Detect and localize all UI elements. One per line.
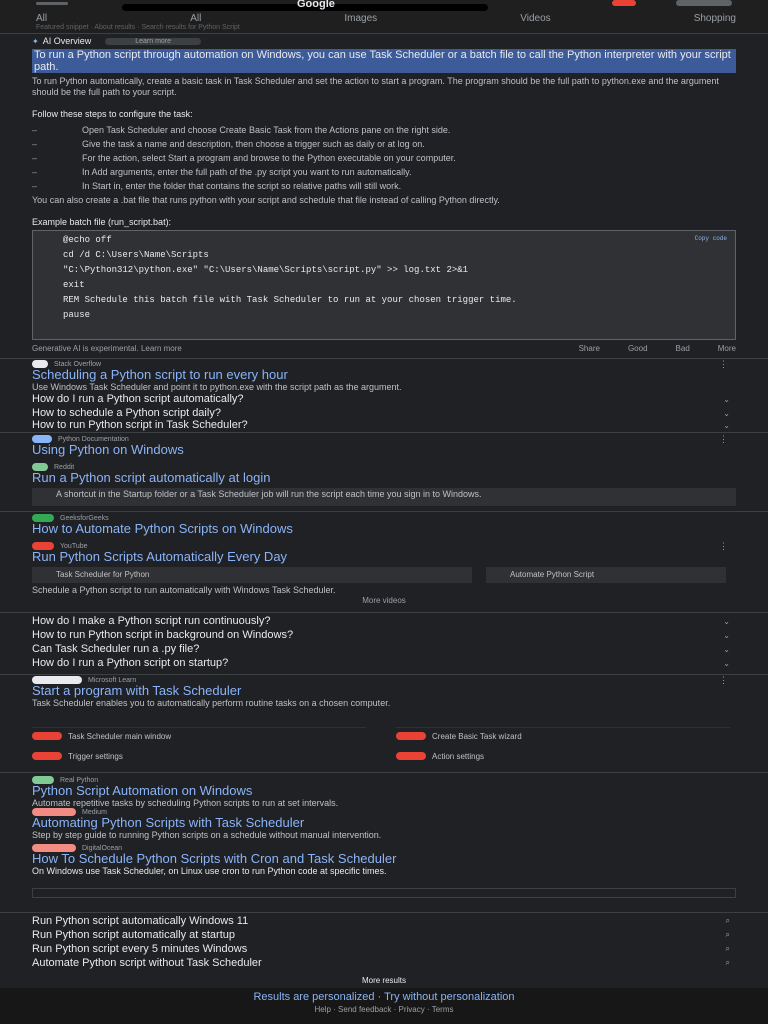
thumbs-down-button[interactable]: Bad: [675, 343, 690, 353]
related-search-item[interactable]: Run Python script automatically at startup ⌕: [32, 929, 730, 941]
result-site: DigitalOcean: [82, 844, 123, 852]
thumbs-up-button[interactable]: Good: [627, 343, 648, 353]
chevron-down-icon: ⌄: [723, 644, 730, 654]
result-site: YouTube: [60, 542, 88, 550]
search-result: [0, 844, 768, 910]
ai-step: – For the action, select Start a program and browse to the Python executable on your computer.: [32, 153, 456, 163]
favicon: [32, 844, 76, 852]
more-results-button[interactable]: More results: [361, 976, 406, 985]
result-site: Reddit: [54, 463, 75, 471]
ai-paragraph-3: You can also create a .bat file that runs python with your script and schedule that file instead of calling Python directly.: [32, 195, 500, 205]
ai-headline: To run a Python script through automation on Windows, you can use Task Scheduler or a batch file to call the Python interpreter with your script path.: [32, 49, 736, 73]
logo[interactable]: Google: [297, 0, 335, 10]
ai-overview: [0, 36, 768, 356]
ai-step: – In Add arguments, enter the full path of the .py script you want to run automatically.: [32, 167, 412, 177]
related-search-item[interactable]: Run Python script automatically Windows 11 ⌕: [32, 915, 730, 927]
result-site: Real Python: [60, 776, 99, 784]
ai-step: – Give the task a name and description, then choose a trigger such as daily or at log on.: [32, 139, 425, 149]
result-snippet-box: [32, 888, 736, 898]
menu-icon[interactable]: [36, 2, 68, 5]
code-line: @echo off: [63, 235, 112, 245]
search-icon: ⌕: [725, 930, 730, 939]
result-site: GeeksforGeeks: [60, 514, 109, 522]
more-videos-link[interactable]: More videos: [362, 596, 406, 605]
result-site: Python Documentation: [58, 435, 129, 443]
result-title[interactable]: Run a Python script automatically at login: [32, 470, 271, 485]
search-icon: ⌕: [725, 916, 730, 925]
favicon: [32, 752, 62, 760]
result-title[interactable]: Scheduling a Python script to run every hour: [32, 367, 288, 382]
result-snippet: Task Scheduler enables you to automatically perform routine tasks on a chosen computer.: [32, 698, 391, 708]
footer-line-2[interactable]: Help · Send feedback · Privacy · Terms: [314, 1005, 454, 1014]
search-result: [0, 808, 768, 844]
tab-all[interactable]: All: [36, 13, 48, 24]
avatar[interactable]: [676, 0, 732, 6]
search-result: [0, 435, 768, 463]
chevron-down-icon: ⌄: [723, 658, 730, 668]
result-site: Stack Overflow: [54, 360, 102, 368]
ai-paragraph-4: Example batch file (run_script.bat):: [32, 217, 172, 227]
result-snippet: On Windows use Task Scheduler, on Linux use cron to run Python code at specific times.: [32, 866, 387, 876]
result-snippet: Use Windows Task Scheduler and point it to python.exe with the script path as the argument.: [32, 382, 402, 392]
share-button[interactable]: Share: [578, 343, 600, 353]
result-title[interactable]: Automating Python Scripts with Task Scheduler: [32, 815, 305, 830]
more-options-icon[interactable]: ⋮: [719, 358, 728, 369]
image-thumbnail[interactable]: Task Scheduler main window Trigger settings: [32, 727, 366, 764]
ai-disclaimer: Generative AI is experimental. Learn more: [32, 343, 182, 353]
chevron-down-icon: ⌄: [723, 408, 730, 418]
search-result: [0, 676, 768, 771]
code-block: [32, 230, 736, 340]
page-footer: [0, 988, 768, 1024]
favicon: [396, 752, 426, 760]
paa-question[interactable]: How to schedule a Python script daily? ⌄: [32, 407, 730, 419]
search-result: [0, 542, 768, 612]
code-line: "C:\Python312\python.exe" "C:\Users\Name\Scripts\script.py" >> log.txt 2>&1: [63, 265, 469, 275]
favicon: [396, 732, 426, 740]
footer-line-1[interactable]: Results are personalized · Try without personalization: [253, 991, 515, 1003]
more-options-icon[interactable]: ⋮: [719, 674, 728, 685]
sparkle-icon: ✦: [32, 36, 39, 46]
related-search-item[interactable]: Automate Python script without Task Scheduler ⌕: [32, 957, 730, 969]
notification-badge[interactable]: 9: [612, 0, 636, 6]
paa-question[interactable]: How to run Python script in background on Windows? ⌄: [32, 629, 730, 641]
video-card[interactable]: Task Scheduler for Python: [32, 567, 472, 583]
ai-step: – Open Task Scheduler and choose Create Basic Task from the Actions pane on the right side.: [32, 125, 451, 135]
more-button[interactable]: More: [717, 343, 736, 353]
chevron-down-icon: ⌄: [723, 616, 730, 626]
ai-paragraph-2: Follow these steps to configure the task:: [32, 109, 193, 119]
search-result: [0, 360, 768, 430]
code-line: pause: [63, 310, 91, 320]
paa-question[interactable]: How do I run a Python script on startup? ⌄: [32, 657, 730, 669]
result-site: Medium: [82, 808, 107, 816]
tab-images[interactable]: Images: [344, 13, 378, 24]
result-snippet: Automate repetitive tasks by scheduling Python scripts to run at set intervals.: [32, 798, 339, 808]
result-title[interactable]: How to Automate Python Scripts on Windows: [32, 521, 293, 536]
chevron-down-icon: ⌄: [723, 394, 730, 404]
video-card[interactable]: Automate Python Script: [486, 567, 726, 583]
code-line: exit: [63, 280, 85, 290]
ai-paragraph-1: To run Python automatically, create a basic task in Task Scheduler and set the action to start a program. The program should be the full path to python.exe and the argument should be the full path to your script.: [32, 76, 719, 97]
search-result: [0, 776, 768, 808]
result-title[interactable]: Start a program with Task Scheduler: [32, 683, 242, 698]
related-search-item[interactable]: Run Python script every 5 minutes Windows ⌕: [32, 943, 730, 955]
ai-step: – In Start in, enter the folder that contains the script so relative paths will still work.: [32, 181, 402, 191]
copy-code-button[interactable]: Copy code: [694, 235, 727, 242]
result-title[interactable]: Using Python on Windows: [32, 442, 184, 457]
search-result: [0, 463, 768, 511]
search-result: [0, 514, 768, 542]
result-snippet: Step by step guide to running Python scripts on a schedule without manual intervention.: [32, 830, 382, 840]
tab-videos[interactable]: Videos: [520, 13, 551, 24]
learn-more-badge[interactable]: Learn more: [105, 38, 201, 45]
ai-overview-label: AI Overview: [42, 36, 92, 46]
ai-steps: [32, 123, 736, 193]
chevron-down-icon: ⌄: [723, 420, 730, 430]
paa-question[interactable]: How do I make a Python script run continuously? ⌄: [32, 615, 730, 627]
favicon: [32, 732, 62, 740]
result-site: Microsoft Learn: [88, 676, 137, 684]
paa-question[interactable]: How to run Python script in Task Scheduler? ⌄: [32, 419, 730, 431]
result-title[interactable]: Run Python Scripts Automatically Every Day: [32, 549, 288, 564]
result-snippet: Schedule a Python script to run automatically with Windows Task Scheduler.: [32, 585, 336, 595]
result-title[interactable]: Python Script Automation on Windows: [32, 783, 253, 798]
image-thumbnail[interactable]: Create Basic Task wizard Action settings: [396, 727, 730, 764]
more-options-icon[interactable]: ⋮: [719, 540, 728, 551]
top-header: [0, 0, 768, 34]
code-line: cd /d C:\Users\Name\Scripts: [63, 250, 209, 260]
results-subline: Featured snippet · About results · Search results for Python Script: [36, 24, 240, 31]
code-line: REM Schedule this batch file with Task Scheduler to run at your chosen trigger time.: [63, 295, 517, 305]
search-icon: ⌕: [725, 944, 730, 953]
result-snippet-box: A shortcut in the Startup folder or a Task Scheduler job will run the script each time you sign in to Windows.: [32, 488, 736, 506]
tab-all-2[interactable]: All: [190, 13, 202, 24]
search-icon: ⌕: [725, 958, 730, 967]
paa-question[interactable]: Can Task Scheduler run a .py file? ⌄: [32, 643, 730, 655]
more-options-icon[interactable]: ⋮: [719, 433, 728, 444]
chevron-down-icon: ⌄: [723, 630, 730, 640]
search-tabs: [36, 13, 736, 24]
paa-question[interactable]: How do I run a Python script automatically? ⌄: [32, 393, 730, 405]
related-searches: [0, 914, 768, 980]
tab-shopping[interactable]: Shopping: [693, 13, 736, 24]
result-title[interactable]: How To Schedule Python Scripts with Cron and Task Scheduler: [32, 852, 397, 866]
people-also-ask: [0, 614, 768, 674]
